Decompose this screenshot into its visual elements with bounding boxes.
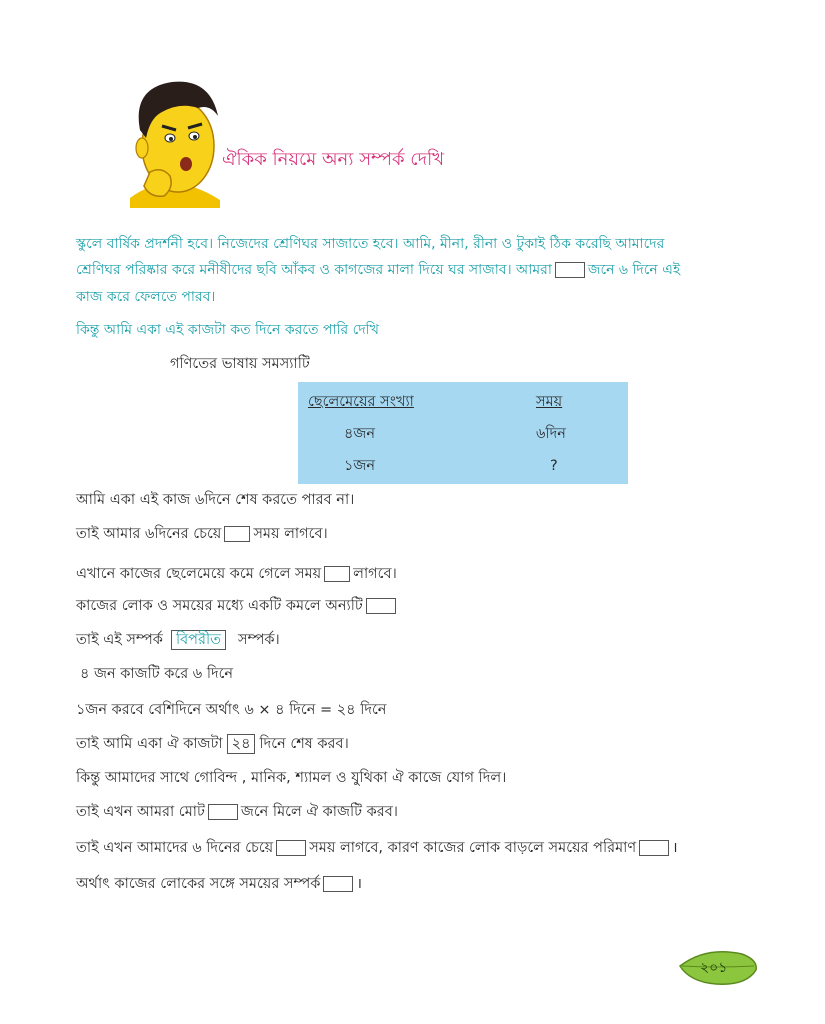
text-span: দিনে শেষ করব।: [259, 736, 349, 752]
table-cell-people: ৪জন: [344, 426, 376, 442]
text-line: [76, 802, 398, 822]
text-line: ৪ জন কাজটি করে ৬ দিনে: [80, 666, 234, 682]
text-span: তাই আমার ৬দিনের চেয়ে: [76, 526, 222, 542]
table-header-people: ছেলেমেয়ের সংখ্যা: [308, 394, 414, 410]
answer-box[interactable]: [208, 804, 238, 820]
text-line: আমি একা এই কাজ ৬দিনে শেষ করতে পারব না।: [76, 492, 355, 508]
answer-box[interactable]: [323, 876, 353, 892]
text-line: [76, 838, 678, 858]
intro-line-2: [76, 260, 680, 280]
text-span: এখানে কাজের ছেলেমেয়ে কমে গেলে সময়: [76, 566, 322, 582]
text-span: ।: [356, 876, 362, 892]
text-span: তাই আমি একা ঐ কাজটা: [76, 736, 223, 752]
text-span: সম্পর্ক।: [238, 632, 280, 648]
text-line: [76, 630, 280, 650]
text-span: অর্থাৎ কাজের লোকের সঙ্গে সময়ের সম্পর্ক: [76, 876, 321, 892]
answer-box[interactable]: [324, 566, 350, 582]
answer-box[interactable]: [224, 526, 250, 542]
text-line: কিন্তু আমাদের সাথে গোবিন্দ , মানিক, শ্যামল ও যুথিকা ঐ কাজে যোগ দিল।: [76, 770, 507, 786]
text-span: তাই এখন আমরা মোট: [76, 804, 205, 820]
text-span: সময় লাগবে, কারণ কাজের লোক বাড়লে সময়ের পরিমাণ: [309, 840, 637, 856]
table-cell-time: ৬দিন: [536, 426, 566, 442]
text-line: ১জন করবে বেশিদিনে অর্থাৎ ৬ × ৪ দিনে = ২৪ দিনে: [76, 702, 387, 718]
text-span: কাজের লোক ও সময়ের মধ্যে একটি কমলে অন্যটি: [76, 598, 363, 614]
table-header-time: সময়: [536, 394, 563, 410]
answer-box[interactable]: [555, 262, 585, 278]
page-heading: ঐকিক নিয়মে অন্য সম্পর্ক দেখি: [222, 149, 445, 170]
intro-line-2-a: শ্রেণিঘর পরিষ্কার করে মনীষীদের ছবি আঁকব ও কাগজের মালা দিয়ে ঘর সাজাব। আমরা: [76, 262, 552, 278]
intro-line-2-b: জনে ৬ দিনে এই: [587, 262, 681, 278]
problem-table: [298, 382, 628, 484]
text-line: [76, 874, 362, 894]
relation-box: বিপরীত: [171, 630, 226, 650]
answer-box[interactable]: [276, 840, 306, 856]
text-line: [76, 734, 349, 754]
text-span: সময় লাগবে।: [253, 526, 328, 542]
table-cell-people: ১জন: [344, 458, 376, 474]
answer-box[interactable]: [366, 598, 396, 614]
text-span: তাই এখন আমাদের ৬ দিনের চেয়ে: [76, 840, 274, 856]
text-line: [76, 564, 397, 584]
table-cell-time: ?: [550, 458, 558, 474]
answer-box[interactable]: [639, 840, 669, 856]
text-line: [76, 524, 328, 544]
text-span: তাই এই সম্পর্ক: [76, 632, 163, 648]
thinking-boy-illustration: [110, 68, 230, 208]
text-span: ।: [672, 840, 678, 856]
answer-value-box: ২৪: [227, 734, 256, 754]
intro-line-1: স্কুলে বার্ষিক প্রদর্শনী হবে। নিজেদের শ্রেণিঘর সাজাতে হবে। আমি, মীনা, রীনা ও টুকাই ঠিক করেছি আমাদের: [76, 236, 665, 252]
question-line: কিন্তু আমি একা এই কাজটা কত দিনে করতে পারি দেখি: [76, 322, 379, 338]
text-line: [76, 596, 399, 616]
text-span: লাগবে।: [353, 566, 397, 582]
intro-line-3: কাজ করে ফেলতে পারব।: [76, 289, 216, 305]
page-number: ২০১: [700, 960, 728, 976]
text-span: জনে মিলে ঐ কাজটি করব।: [240, 804, 398, 820]
math-label: গণিতের ভাষায় সমস্যাটি: [170, 356, 310, 372]
